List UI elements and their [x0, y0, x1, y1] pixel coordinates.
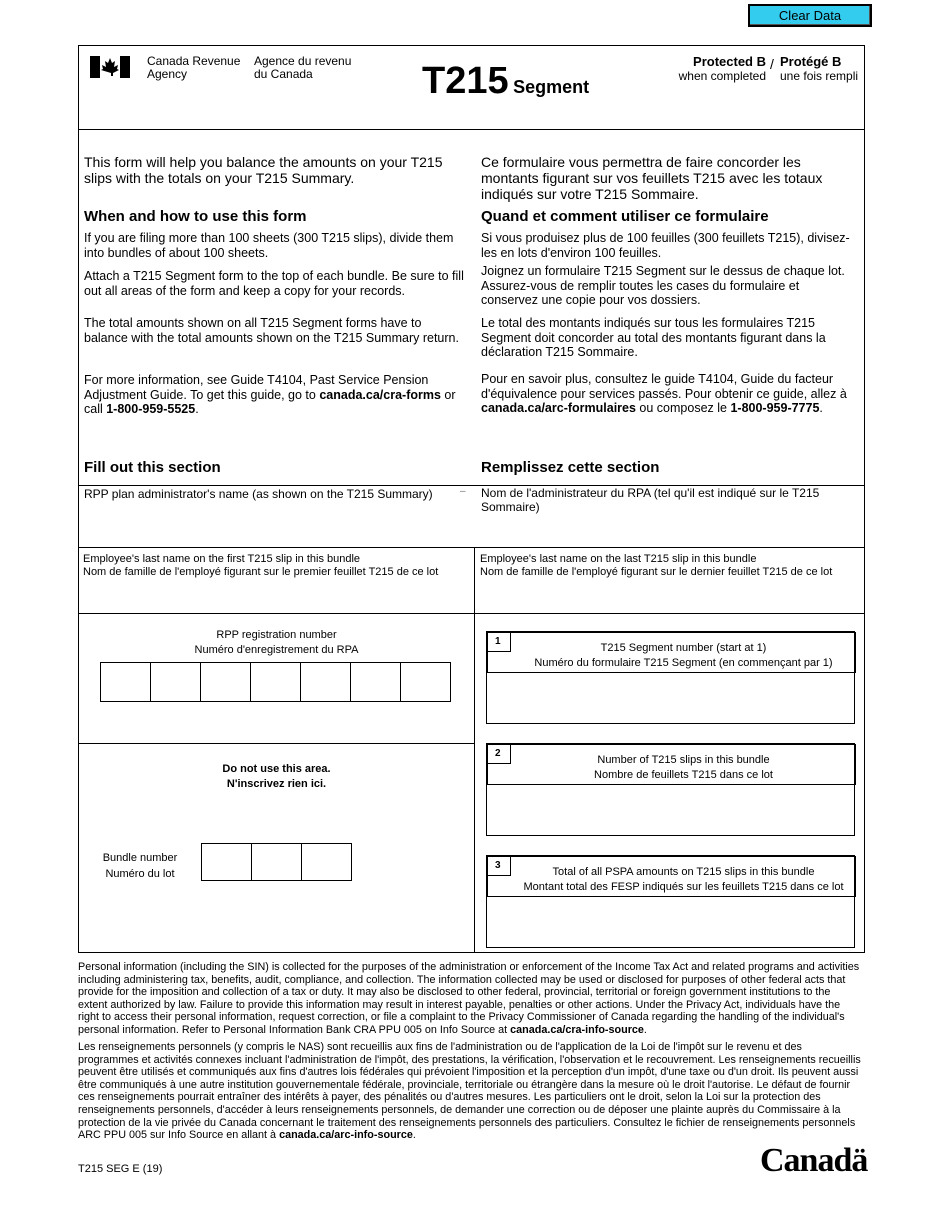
- rpp-digit-box[interactable]: [400, 662, 451, 702]
- form-number: T215: [422, 60, 509, 102]
- form-code: T215 SEG E (19): [78, 1163, 163, 1175]
- when-how-p1-en: If you are filing more than 100 sheets (300 T215 slips), divide them into bundles of about 100 sheets.: [84, 231, 454, 260]
- when-how-p2-en: Attach a T215 Segment form to the top of each bundle. Be sure to fill out all areas of the form and keep a copy for your records.: [84, 269, 464, 298]
- header-divider: [78, 129, 865, 130]
- rpp-digit-box[interactable]: [300, 662, 350, 702]
- bundle-digit-box: [201, 843, 251, 881]
- cra-forms-link[interactable]: canada.ca/cra-forms: [319, 387, 441, 402]
- bundle-number-input: [201, 843, 352, 881]
- bundle-digit-box: [251, 843, 301, 881]
- do-not-use-notice: Do not use this area. N'inscrivez rien ici.: [222, 763, 331, 790]
- fill-heading-fr: Remplissez cette section: [481, 459, 660, 476]
- form-title: [422, 60, 589, 103]
- first-last-name-input[interactable]: [80, 582, 472, 612]
- slip-count-input[interactable]: [488, 786, 854, 835]
- when-how-heading-en: When and how to use this form: [84, 208, 307, 225]
- rpp-number-input[interactable]: [100, 662, 451, 702]
- phone-en: 1-800-959-5525: [106, 402, 196, 416]
- arc-info-source-link[interactable]: canada.ca/arc-info-source: [279, 1129, 413, 1142]
- when-how-p4-fr: Pour en savoir plus, consultez le guide T4104, Guide du facteur d'équivalence pour services passés. Pour obtenir ce guide, allez à canada.ca/arc-formulaires ou composez le 1-800-959-7775.: [481, 372, 847, 415]
- rpp-digit-box[interactable]: [350, 662, 400, 702]
- box-2-label: Number of T215 slips in this bundle Nombre de feuillets T215 dans ce lot: [594, 754, 773, 781]
- intro-fr: Ce formulaire vous permettra de faire concorder les montants figurant sur vos feuillets T215 avec les totaux indiqués sur votre T215 Sommaire.: [481, 154, 823, 202]
- admin-name-label-en: RPP plan administrator's name (as shown on the T215 Summary): [84, 487, 433, 501]
- rpp-digit-box[interactable]: [100, 662, 150, 702]
- agency-name-en: Canada Revenue Agency: [147, 54, 241, 81]
- pspa-total-input[interactable]: [488, 898, 854, 947]
- box-3-label: Total of all PSPA amounts on T215 slips in this bundle Montant total des FESP indiqués sur les feuillets T215 dans ce lot: [523, 866, 844, 893]
- canada-wordmark: Canadä: [760, 1142, 868, 1179]
- bundle-number-label: Bundle number Numéro du lot: [102, 852, 178, 880]
- row-divider-1: [78, 547, 865, 548]
- privacy-statement-en: Personal information (including the SIN) is collected for the purposes of the administration or enforcement of the Income Tax Act and related programs and activities including administering tax, benefits, audit, compliance, and collection. The information collected may be used or disclosed for purposes of other federal acts that provide for the imposition and collection of a tax or duty. It may also be disclosed to other federal, provincial, territorial or foreign government institutions to the extent authorized by law. Failure to provide this information may result in interest payable, penalties or other actions. Under the Privacy Act, individuals have the right to access their personal information, request correction, or file a complaint to the Privacy Commissioner of Canada regarding the handling of the individual's personal information. Refer to Personal Information Bank CRA PPU 005 on Info Source at canada.ca/cra-info-source.: [78, 961, 860, 1036]
- box-3: [486, 855, 855, 948]
- rpp-digit-box[interactable]: [200, 662, 250, 702]
- box-2-number: 2: [487, 744, 511, 764]
- box-1-label: T215 Segment number (start at 1) Numéro du formulaire T215 Segment (en commençant par 1): [534, 642, 833, 669]
- form-subtitle: Segment: [513, 77, 590, 97]
- center-divider: [474, 547, 475, 953]
- when-how-p2-fr: Joignez un formulaire T215 Segment sur le dessus de chaque lot. Assurez-vous de remplir toutes les cases du formulaire et conservez une copie pour vos dossiers.: [481, 264, 845, 307]
- admin-name-input[interactable]: [80, 516, 863, 546]
- rpp-number-label: RPP registration number Numéro d'enregistrement du RPA: [194, 629, 359, 656]
- canada-flag-icon: [90, 56, 130, 83]
- cra-info-source-link[interactable]: canada.ca/cra-info-source: [510, 1023, 644, 1036]
- box-2: [486, 743, 855, 836]
- rpp-digit-box[interactable]: [150, 662, 200, 702]
- admin-name-label-fr: Nom de l'administrateur du RPA (tel qu'il est indiqué sur le T215 Sommaire): [481, 486, 820, 514]
- when-how-p4-en: For more information, see Guide T4104, Past Service Pension Adjustment Guide. To get this guide, go to canada.ca/cra-forms or call 1-800-959-5525.: [84, 373, 456, 416]
- arc-formulaires-link[interactable]: canada.ca/arc-formulaires: [481, 401, 636, 415]
- phone-fr: 1-800-959-7775: [730, 401, 820, 415]
- first-name-label: Employee's last name on the first T215 slip in this bundle Nom de famille de l'employé figurant sur le premier feuillet T215 de ce lot: [83, 553, 439, 578]
- when-how-p3-fr: Le total des montants indiqués sur tous les formulaires T215 Segment doit concorder au total des montants figurant dans la déclaration T215 Sommaire.: [481, 316, 826, 359]
- fill-heading-en: Fill out this section: [84, 459, 221, 476]
- row-divider-2: [78, 613, 865, 614]
- when-how-heading-fr: Quand et comment utiliser ce formulaire: [481, 208, 769, 225]
- intro-en: This form will help you balance the amounts on your T215 slips with the totals on your T215 Summary.: [84, 154, 443, 186]
- clear-data-button[interactable]: Clear Data: [748, 4, 872, 27]
- last-name-label: Employee's last name on the last T215 slip in this bundle Nom de famille de l'employé figurant sur le dernier feuillet T215 de ce lot: [480, 553, 833, 578]
- box-1-number: 1: [487, 632, 511, 652]
- bundle-digit-box: [301, 843, 352, 881]
- when-how-p1-fr: Si vous produisez plus de 100 feuilles (300 feuillets T215), divisez-les en lots d'environ 100 feuilles.: [481, 231, 850, 260]
- agency-name-fr: Agence du revenu du Canada: [254, 54, 352, 81]
- box-1: [486, 631, 855, 724]
- rpp-digit-box[interactable]: [250, 662, 300, 702]
- segment-number-input[interactable]: [488, 674, 854, 723]
- privacy-statement-fr: Les renseignements personnels (y compris le NAS) sont recueillis aux fins de l'administration ou de l'application de la Loi de l'impôt sur le revenu et des programmes et activités connexes incluant l'administration de l'impôt, des prestations, la vérification, l'observation et le recouvrement. Les renseignements recueillis peuvent être utilisés et communiqués aux fins d'autres lois fédérales qui prévoient l'imposition et la perception d'un impôt, d'une taxe ou d'un droit. Ils peuvent aussi être communiqués à une autre institution gouvernementale fédérale, provinciale, territoriale ou étrangère dans la mesure où le droit l'autorise. Le défaut de fournir ces renseignements pourrait entraîner des intérêts à payer, des pénalités ou d'autres mesures. Les particuliers ont le droit, selon la Loi sur la protection des renseignements personnels, d'accéder à leurs renseignements personnels, de demander une correction ou de déposer une plainte auprès du Commissaire à la protection de la vie privée du Canada concernant le traitement des renseignements personnels des particuliers. Consultez le fichier de renseignements personnels ARC PPU 005 sur Info Source en allant à canada.ca/arc-info-source.: [78, 1041, 861, 1142]
- box-3-number: 3: [487, 856, 511, 876]
- last-last-name-input[interactable]: [477, 582, 863, 612]
- when-how-p3-en: The total amounts shown on all T215 Segment forms have to balance with the total amounts shown on the T215 Summary return.: [84, 316, 459, 345]
- rpp-bottom-rule: [78, 743, 475, 744]
- dash-separator: –: [460, 486, 466, 497]
